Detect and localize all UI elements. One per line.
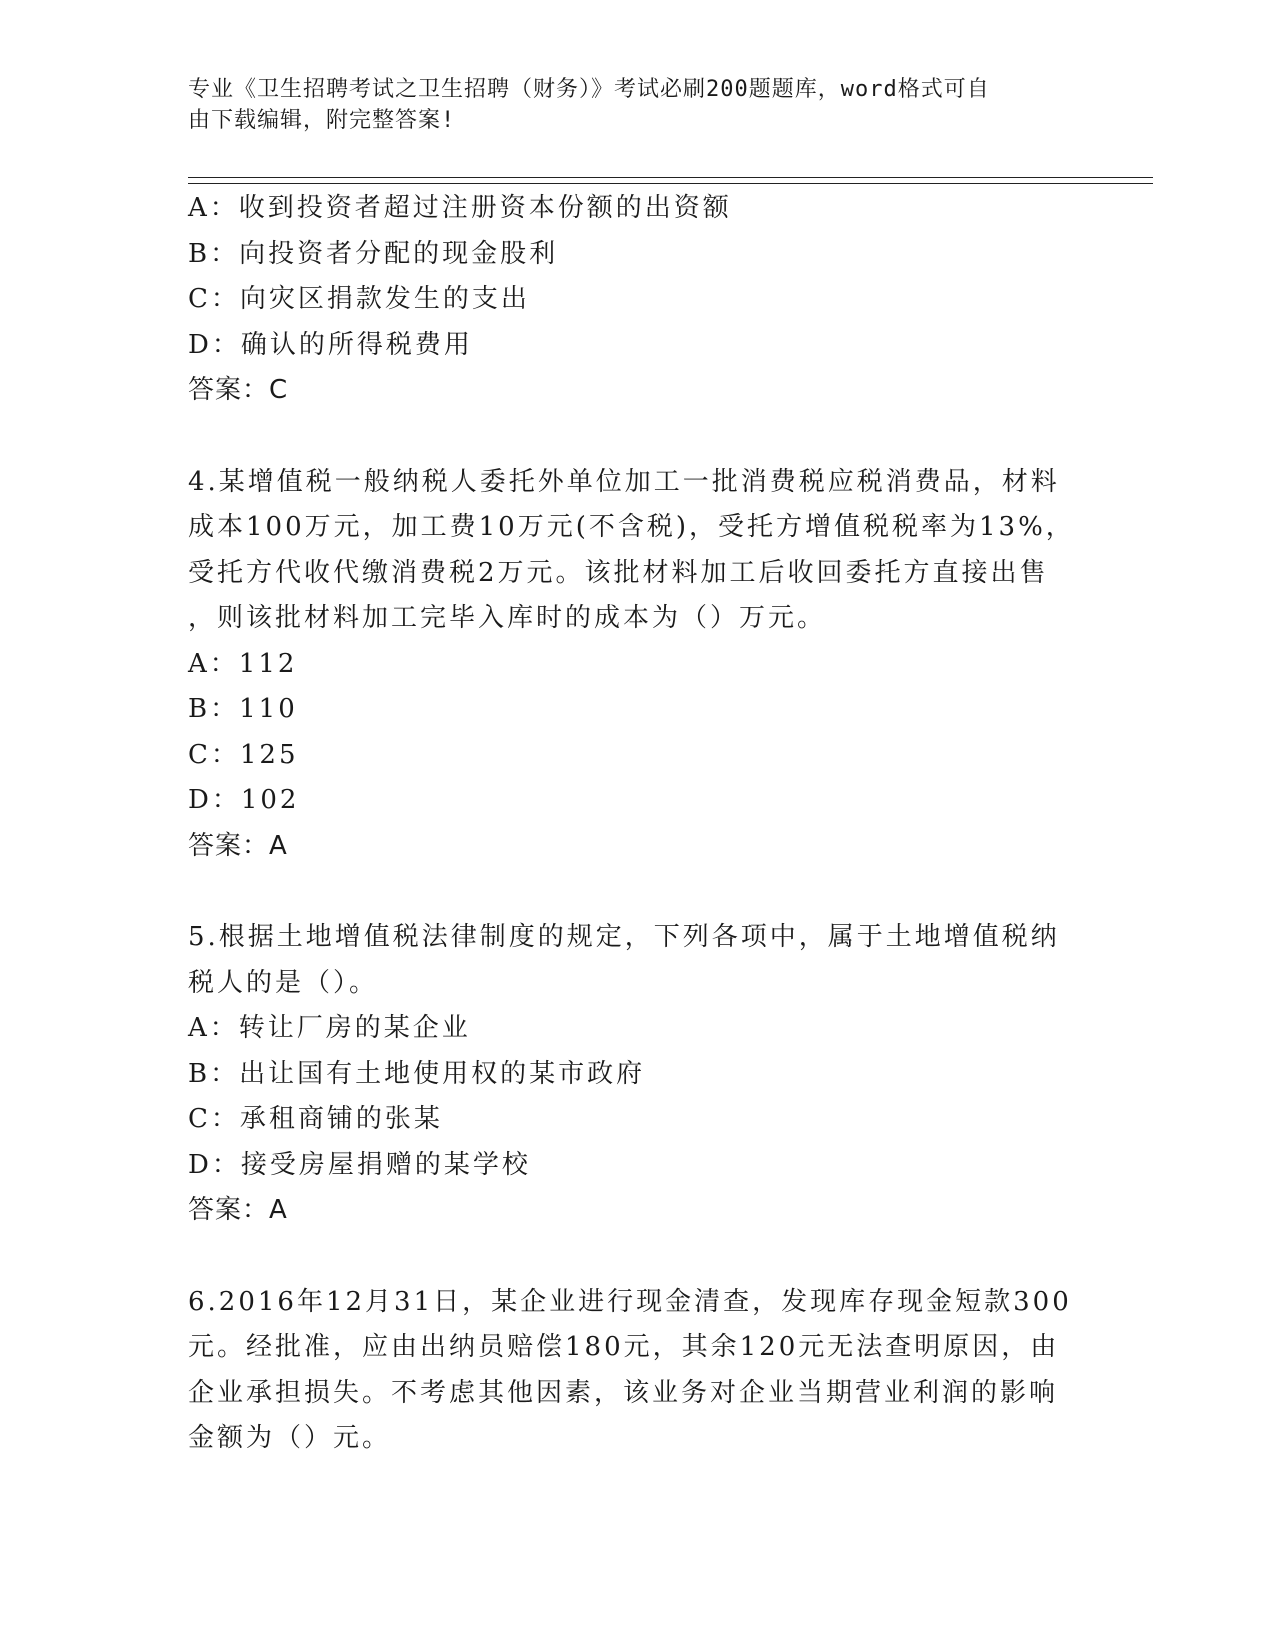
header-line-1: 专业《卫生招聘考试之卫生招聘（财务）》考试必刷200题题库，word格式可自 [188, 77, 990, 102]
question-4-option-a: A：112 [188, 648, 298, 679]
spacer [188, 414, 1068, 460]
header-line-2: 由下载编辑，附完整答案! [188, 108, 456, 133]
question-4-block [188, 460, 1075, 870]
question-5-option-a: A：转让厂房的某企业 [188, 1013, 471, 1043]
question-6-block [188, 1280, 1072, 1462]
header-divider-top [188, 177, 1153, 178]
question-3-block [188, 186, 1068, 414]
question-4-stem-line-4: ，则该批材料加工完毕入库时的成本为（）万元。 [188, 603, 827, 633]
question-3-answer: 答案：C [188, 375, 289, 405]
question-4-stem-line-1: 4.某增值税一般纳税人委托外单位加工一批消费税应税消费品，材料 [188, 466, 1060, 497]
question-4-answer: 答案：A [188, 830, 288, 861]
question-content [188, 186, 1075, 1462]
question-4-stem-line-2: 成本100万元，加工费10万元(不含税)，受托方增值税税率为13%， [188, 512, 1075, 542]
question-4-option-d: D：102 [188, 785, 300, 815]
question-6-stem-line-3: 企业承担损失。不考虑其他因素，该业务对企业当期营业利润的影响 [188, 1377, 1059, 1408]
question-4-option-c: C：125 [188, 739, 299, 770]
question-3-option-c: C：向灾区捐款发生的支出 [188, 284, 530, 314]
spacer [188, 1234, 1068, 1280]
question-5-block [188, 915, 1068, 1234]
question-5-option-b: B：出让国有土地使用权的某市政府 [188, 1058, 646, 1089]
question-5-option-d: D：接受房屋捐赠的某学校 [188, 1149, 531, 1180]
question-3-option-b: B：向投资者分配的现金股利 [188, 238, 559, 269]
spacer [188, 869, 1068, 915]
question-5-option-c: C：承租商铺的张某 [188, 1104, 443, 1134]
question-4-option-b: B：110 [188, 694, 298, 724]
question-3-option-d: D：确认的所得税费用 [188, 329, 473, 360]
question-5-answer: 答案：A [188, 1195, 288, 1225]
question-6-stem-line-2: 元。经批准，应由出纳员赔偿180元，其余120元无法查明原因，由 [188, 1332, 1060, 1362]
question-5-stem-line-2: 税人的是（）。 [188, 967, 379, 998]
question-4-stem-line-3: 受托方代收代缴消费税2万元。该批材料加工后收回委托方直接出售 [188, 557, 1049, 588]
question-3-option-a: A：收到投资者超过注册资本份额的出资额 [188, 193, 732, 223]
question-6-stem-line-1: 6.2016年12月31日，某企业进行现金清查，发现库存现金短款300 [188, 1286, 1072, 1317]
header-divider-bottom [188, 183, 1153, 184]
question-6-stem-line-4: 金额为（）元。 [188, 1423, 392, 1453]
document-header [188, 74, 1068, 136]
question-5-stem-line-1: 5.根据土地增值税法律制度的规定，下列各项中，属于土地增值税纳 [188, 922, 1060, 952]
